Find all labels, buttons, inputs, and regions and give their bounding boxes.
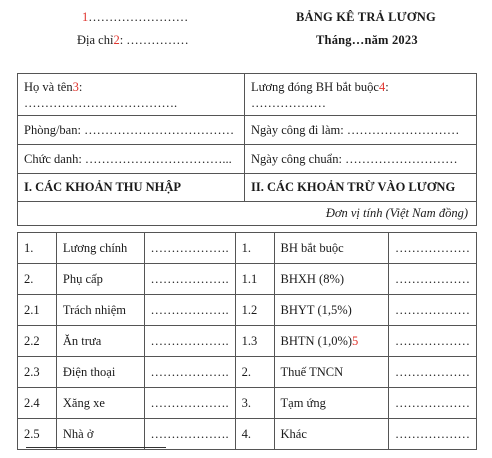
deduction-label-text: BHYT (1,5%) <box>280 302 352 317</box>
deduction-label <box>274 388 388 419</box>
deduction-number: 3. <box>235 388 274 419</box>
income-number: 2.1 <box>18 295 57 326</box>
workdays-field: Ngày công đi làm: ……………………… <box>245 116 477 145</box>
deduction-label-text: Tạm ứng <box>280 395 326 410</box>
deduction-number: 1.2 <box>235 295 274 326</box>
table-row <box>18 295 477 326</box>
deduction-amount: ……………… <box>389 388 477 419</box>
income-amount: ………………. <box>144 295 235 326</box>
table-row <box>18 388 477 419</box>
department-field: Phòng/ban: ……………………………… <box>18 116 245 145</box>
deduction-label <box>274 326 388 357</box>
deduction-number: 1. <box>235 233 274 264</box>
deduction-label <box>274 357 388 388</box>
footnote-marker: 5 <box>352 333 359 348</box>
name-cell <box>18 74 245 116</box>
deduction-amount: ……………… <box>389 419 477 450</box>
name-label: Họ và tên <box>24 79 73 94</box>
insurance-salary-cell <box>245 74 477 116</box>
deduction-number: 4. <box>235 419 274 450</box>
income-section-heading: I. CÁC KHOẢN THU NHẬP <box>18 174 245 202</box>
income-number: 2.4 <box>18 388 57 419</box>
table-row <box>18 264 477 295</box>
table-row <box>18 326 477 357</box>
income-label: Điện thoại <box>56 357 144 388</box>
company-line <box>82 10 188 25</box>
deduction-amount: ……………… <box>389 233 477 264</box>
deduction-number: 1.1 <box>235 264 274 295</box>
insurance-label: Lương đóng BH bắt buộc <box>251 79 379 94</box>
income-label: Phụ cấp <box>56 264 144 295</box>
position-field: Chức danh: ……………………………... <box>18 145 245 174</box>
salary-items-table <box>17 232 477 450</box>
income-label: Trách nhiệm <box>56 295 144 326</box>
name-dots: ………………………………. <box>24 95 178 110</box>
deduction-label-text: BH bắt buộc <box>280 240 344 255</box>
name-colon: : <box>78 79 83 94</box>
employee-info-table <box>17 73 477 226</box>
table-row <box>18 419 477 450</box>
income-label: Ăn trưa <box>56 326 144 357</box>
standard-days-field: Ngày công chuẩn: ……………………… <box>245 145 477 174</box>
insurance-colon: : <box>385 79 389 94</box>
address-line <box>77 33 189 48</box>
income-label: Lương chính <box>56 233 144 264</box>
deduction-label-text: Khác <box>280 426 307 441</box>
document-title: BẢNG KÊ TRẢ LƯƠNG <box>296 10 436 24</box>
footnote-2: 2 <box>113 33 120 47</box>
income-number: 2. <box>18 264 57 295</box>
income-amount: ………………. <box>144 357 235 388</box>
footnote-3: 3 <box>72 79 79 94</box>
deduction-amount: ……………… <box>389 264 477 295</box>
income-amount: ………………. <box>144 419 235 450</box>
table-row <box>18 357 477 388</box>
footnote-separator <box>26 447 166 448</box>
income-amount: ………………. <box>144 264 235 295</box>
company-dots: …………………… <box>88 10 189 24</box>
income-number: 2.3 <box>18 357 57 388</box>
deduction-label-text: BHXH (8%) <box>280 271 345 286</box>
insurance-dots: ……………… <box>251 95 326 110</box>
deduction-amount: ……………… <box>389 326 477 357</box>
deduction-amount: ……………… <box>389 357 477 388</box>
income-number: 2.5 <box>18 419 57 450</box>
deduction-label <box>274 233 388 264</box>
footnote-1: 1 <box>82 10 89 24</box>
deduction-number: 1.3 <box>235 326 274 357</box>
deduction-label-text: Thuế TNCN <box>280 364 344 379</box>
deduction-label-text: BHTN (1,0%) <box>280 333 353 348</box>
income-number: 2.2 <box>18 326 57 357</box>
footnote-4: 4 <box>378 79 386 94</box>
address-label: Địa chỉ <box>77 33 114 47</box>
deduction-amount: ……………… <box>389 295 477 326</box>
table-row <box>18 233 477 264</box>
currency-unit: Đơn vị tính (Việt Nam đồng) <box>18 202 477 226</box>
deduction-label <box>274 419 388 450</box>
income-amount: ………………. <box>144 326 235 357</box>
deduction-number: 2. <box>235 357 274 388</box>
income-number: 1. <box>18 233 57 264</box>
deduction-label <box>274 264 388 295</box>
month-year: Tháng…năm 2023 <box>316 33 418 47</box>
income-amount: ………………. <box>144 388 235 419</box>
income-amount: ………………. <box>144 233 235 264</box>
deduction-label <box>274 295 388 326</box>
address-dots: : …………… <box>119 33 189 47</box>
income-label: Nhà ở <box>56 419 144 450</box>
income-label: Xăng xe <box>56 388 144 419</box>
deduction-section-heading: II. CÁC KHOẢN TRỪ VÀO LƯƠNG <box>245 174 477 202</box>
